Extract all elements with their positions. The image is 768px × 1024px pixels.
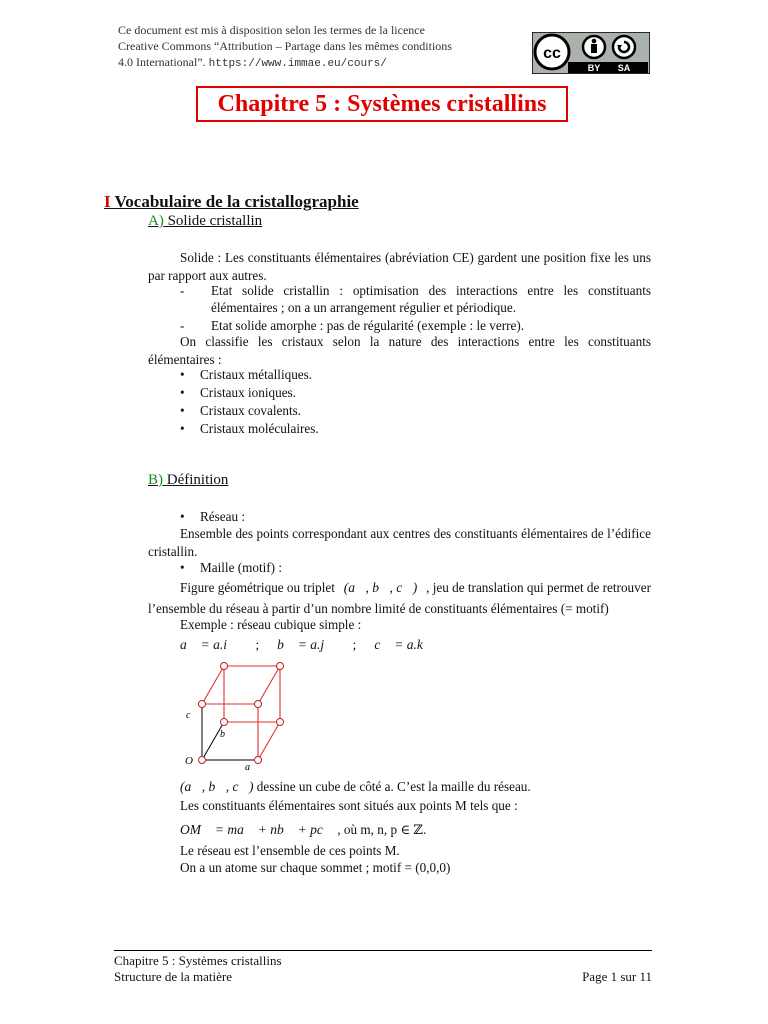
- dash-marker-2: -: [180, 318, 185, 333]
- reseau-definition: Ensemble des points correspondant aux centres des constituants élémentaires de l’édifice cristallin.: [148, 526, 651, 559]
- footer-chapter: Chapitre 5 : Systèmes cristallins: [114, 953, 282, 968]
- subsection-b-heading: [148, 472, 228, 489]
- a-vector-label: a⃗: [245, 762, 258, 773]
- list-item: • Cristaux covalents.: [180, 403, 302, 418]
- dash-item-1-line-1: Etat solide cristallin : optimisation des interactions entre les constituants: [211, 283, 651, 298]
- dash-item-1-line-2: élémentaires ; on a un arrangement régulier et périodique.: [211, 300, 517, 315]
- subsection-a-number: A): [148, 213, 164, 229]
- dash-item-2: Etat solide amorphe : pas de régularité (exemple : le verre).: [211, 318, 525, 333]
- section-1-title: Vocabulaire de la cristallographie: [114, 192, 359, 211]
- section-1-heading: [104, 192, 359, 212]
- vector-c-def: c⃗ = a.k⃗: [374, 637, 434, 652]
- license-notice: [118, 22, 488, 72]
- list-item: • Cristaux métalliques.: [180, 367, 313, 382]
- license-line-1: Ce document est mis à disposition selon les termes de la licence: [118, 23, 425, 37]
- license-line-3: [118, 54, 488, 72]
- b-vector-label: b⃗: [220, 729, 233, 740]
- subsection-a-title: Solide cristallin: [167, 213, 263, 229]
- maille-definition-line-1: Figure géométrique ou triplet (a⃗, b⃗, c⃗) , jeu de translation qui permet de retrouver: [180, 580, 651, 595]
- footer-course: Structure de la matière: [114, 969, 233, 984]
- reseau-bullet: • Réseau :: [180, 509, 246, 524]
- basis-vectors: a⃗ = a.i⃗ ; b⃗ = a.j⃗ ; c⃗ = a.k⃗: [180, 637, 434, 652]
- solide-definition: Solide : Les constituants élémentaires (abréviation CE) gardent une position fixe les uns par rapport aux autres.: [148, 250, 651, 283]
- cubic-lattice-diagram: [182, 658, 292, 774]
- vector-a-def: a⃗ = a.i⃗: [180, 637, 238, 652]
- maille-bullet: • Maille (motif) :: [180, 560, 283, 575]
- c-vector-label: c⃗: [186, 710, 199, 721]
- license-line-3-prefix: 4.0 International”.: [118, 55, 206, 69]
- motif-statement: On a un atome sur chaque sommet ; motif = (0,0,0): [180, 860, 451, 875]
- list-item: • Cristaux moléculaires.: [180, 421, 319, 436]
- section-1-number: I: [104, 192, 111, 211]
- list-item: • Cristaux ioniques.: [180, 385, 296, 400]
- triplet-abc-2: (a⃗, b⃗, c⃗): [180, 779, 254, 794]
- cube-description: (a⃗, b⃗, c⃗) dessine un cube de côté a. C’est la maille du réseau.: [180, 779, 531, 794]
- om-formula-suffix: , où m, n, p ∈ ℤ.: [337, 822, 427, 837]
- sa-text: SA: [617, 63, 631, 73]
- subsection-b-title: Définition: [166, 472, 229, 488]
- maille-definition-line-2: l’ensemble du réseau à partir d’un nombre limité de constituants élémentaires (= motif): [148, 601, 609, 616]
- positions-text: Les constituants élémentaires sont situés aux points M tels que :: [180, 798, 518, 813]
- footer-page-number: Page 1 sur 11: [582, 969, 652, 984]
- subsection-a-heading: [148, 213, 262, 230]
- om-formula: OM⃗ = ma⃗ + nb⃗ + pc⃗: [180, 822, 334, 837]
- om-formula-line: [180, 821, 426, 839]
- lattice-statement: Le réseau est l’ensemble de ces points M.: [180, 843, 400, 858]
- footer-divider: [114, 950, 652, 951]
- classification-text: On classifie les cristaux selon la nature des interactions entre les constituants élémentaires :: [148, 334, 651, 367]
- crystal-type-list: [180, 366, 319, 438]
- origin-label: O: [185, 755, 193, 767]
- chapter-title-box: [196, 86, 568, 122]
- license-line-2: Creative Commons “Attribution – Partage dans les mêmes conditions: [118, 39, 452, 53]
- subsection-b-number: B): [148, 472, 163, 488]
- chapter-title: Chapitre 5 : Systèmes cristallins: [217, 90, 547, 117]
- vector-b-def: b⃗ = a.j⃗: [277, 637, 335, 652]
- by-text: BY: [587, 63, 601, 73]
- sa-icon: [613, 36, 635, 58]
- license-url[interactable]: https://www.immae.eu/cours/: [208, 58, 387, 70]
- cc-text: cc: [543, 45, 561, 62]
- example-label: Exemple : réseau cubique simple :: [180, 617, 362, 632]
- cc-by-sa-badge: [532, 32, 650, 74]
- dash-marker-1: -: [180, 283, 185, 298]
- triplet-abc: (a⃗, b⃗, c⃗): [343, 580, 418, 595]
